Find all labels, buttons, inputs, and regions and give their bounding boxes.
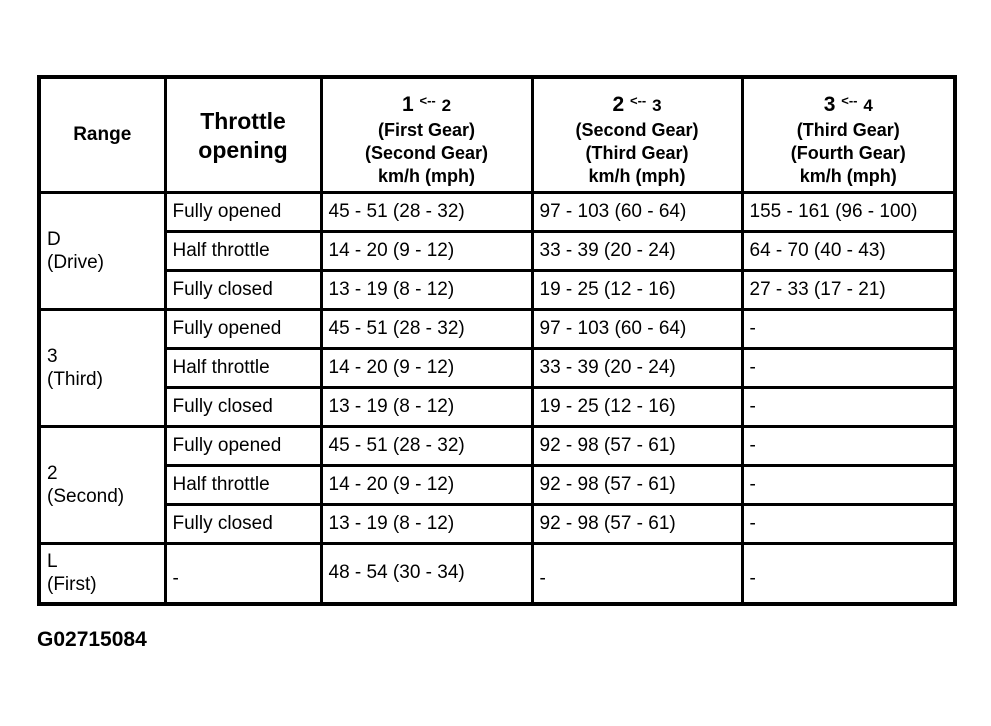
shift-3-4-cell: 27 - 33 (17 - 21): [742, 270, 955, 309]
shift-2-3-cell: 19 - 25 (12 - 16): [532, 387, 742, 426]
shift-2-3-desc1: (Second Gear): [575, 120, 699, 141]
throttle-cell: Half throttle: [165, 231, 321, 270]
throttle-cell: Half throttle: [165, 348, 321, 387]
shift-1-2-gears: [329, 87, 525, 119]
shift-1-2-from: 1: [401, 93, 414, 117]
shift-arrow-icon: <--: [629, 93, 647, 109]
range-header: Range: [39, 77, 165, 192]
shift-3-4-cell: -: [742, 348, 955, 387]
range-code: D: [47, 228, 61, 250]
shift-1-2-cell: 13 - 19 (8 - 12): [321, 270, 532, 309]
shift-speed-table: [37, 75, 957, 606]
table-row: [39, 387, 955, 426]
shift-3-4-cell: -: [742, 504, 955, 543]
table-row: [39, 348, 955, 387]
shift-1-2-unit: km/h (mph): [378, 166, 475, 187]
throttle-cell: Fully closed: [165, 504, 321, 543]
shift-3-4-gears: [750, 87, 948, 119]
shift-1-2-desc2: (Second Gear): [364, 143, 489, 164]
shift-2-3-cell: 97 - 103 (60 - 64): [532, 309, 742, 348]
table-row: [39, 309, 955, 348]
throttle-header-line1: Throttle: [200, 108, 286, 134]
shift-1-2-cell: 14 - 20 (9 - 12): [321, 348, 532, 387]
shift-2-3-cell: 19 - 25 (12 - 16): [532, 270, 742, 309]
shift-3-4-cell: -: [742, 387, 955, 426]
shift-2-3-cell: 92 - 98 (57 - 61): [532, 504, 742, 543]
shift-2-3-from: 2: [612, 93, 625, 117]
range-code: 3: [47, 345, 58, 367]
shift-2-3-cell: 97 - 103 (60 - 64): [532, 192, 742, 231]
shift-2-3-to: 3: [652, 96, 662, 116]
range-cell-drive: [39, 192, 165, 309]
range-cell-first: [39, 543, 165, 604]
range-code: 2: [47, 462, 58, 484]
shift-2-3-cell: -: [532, 543, 742, 604]
table-row: [39, 270, 955, 309]
table-row: [39, 543, 955, 604]
shift-1-2-to: 2: [441, 96, 452, 116]
range-label: (Second): [47, 485, 125, 507]
shift-3-4-unit: km/h (mph): [799, 166, 897, 187]
shift-1-2-cell: 13 - 19 (8 - 12): [321, 387, 532, 426]
shift-2-3-gears: [540, 87, 735, 119]
shift-1-2-cell: 13 - 19 (8 - 12): [321, 504, 532, 543]
shift-1-2-cell: 45 - 51 (28 - 32): [321, 309, 532, 348]
shift-2-3-cell: 92 - 98 (57 - 61): [532, 465, 742, 504]
shift-2-3-unit: km/h (mph): [588, 166, 686, 187]
shift-1-2-cell: 45 - 51 (28 - 32): [321, 426, 532, 465]
shift-2-3-cell: 33 - 39 (20 - 24): [532, 231, 742, 270]
shift-1-2-cell: 48 - 54 (30 - 34): [321, 543, 532, 604]
table-row: [39, 426, 955, 465]
shift-3-4-desc1: (Third Gear): [796, 120, 900, 141]
shift-1-2-cell: 14 - 20 (9 - 12): [321, 465, 532, 504]
figure-id: G02715084: [37, 628, 147, 651]
throttle-cell: Fully opened: [165, 192, 321, 231]
range-label: (Drive): [47, 251, 104, 273]
shift-3-4-cell: 64 - 70 (40 - 43): [742, 231, 955, 270]
throttle-cell: Fully closed: [165, 270, 321, 309]
shift-3-4-desc2: (Fourth Gear): [790, 143, 906, 164]
shift-3-4-cell: -: [742, 543, 955, 604]
shift-2-3-cell: 33 - 39 (20 - 24): [532, 348, 742, 387]
shift-3-4-cell: -: [742, 426, 955, 465]
table-row: [39, 231, 955, 270]
throttle-cell: Fully opened: [165, 426, 321, 465]
range-cell-second: [39, 426, 165, 543]
throttle-cell: Half throttle: [165, 465, 321, 504]
shift-3-4-cell: -: [742, 465, 955, 504]
shift-3-4-from: 3: [823, 93, 836, 117]
header-row: [39, 77, 955, 192]
shift-arrow-icon: <--: [841, 93, 858, 109]
shift-3-4-to: 4: [863, 96, 873, 116]
table-row: [39, 192, 955, 231]
throttle-cell: Fully closed: [165, 387, 321, 426]
table-row: [39, 465, 955, 504]
shift-3-4-cell: -: [742, 309, 955, 348]
shift-1-2-cell: 14 - 20 (9 - 12): [321, 231, 532, 270]
range-label: (Third): [47, 368, 103, 390]
shift-3-4-cell: 155 - 161 (96 - 100): [742, 192, 955, 231]
shift-1-2-header: [321, 77, 532, 192]
shift-1-2-desc1: (First Gear): [377, 120, 476, 141]
shift-2-3-cell: 92 - 98 (57 - 61): [532, 426, 742, 465]
throttle-opening-header: [165, 77, 321, 192]
throttle-header-line2: opening: [198, 137, 288, 163]
table-row: [39, 504, 955, 543]
throttle-cell: -: [165, 543, 321, 604]
range-label: (First): [47, 574, 97, 596]
range-code: L: [47, 551, 58, 573]
shift-arrow-icon: <--: [419, 93, 436, 109]
shift-2-3-desc2: (Third Gear): [585, 143, 689, 164]
throttle-cell: Fully opened: [165, 309, 321, 348]
shift-1-2-cell: 45 - 51 (28 - 32): [321, 192, 532, 231]
shift-3-4-header: [742, 77, 955, 192]
range-cell-third: [39, 309, 165, 426]
shift-2-3-header: [532, 77, 742, 192]
